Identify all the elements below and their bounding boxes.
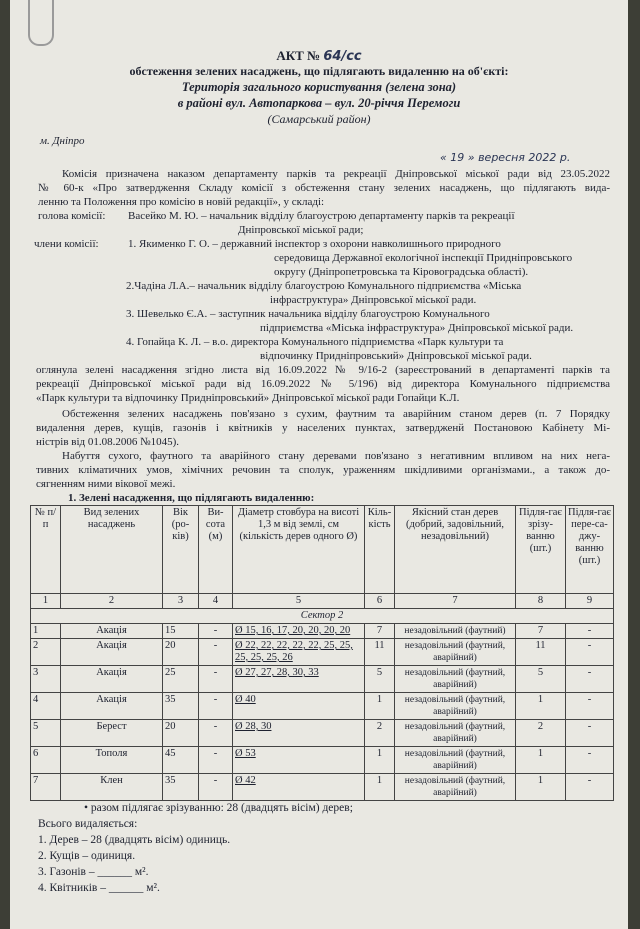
member4-line-2: відпочинку Придніпровський» Дніпровської міської ради. [260, 350, 532, 362]
p2-line-3: «Парк культури та відпочинку Придніпровський» Дніпровської міської ради Гопайци К.Л. [36, 392, 460, 404]
table-row [31, 639, 614, 666]
intro-line-3: ленню та Положення про комісію в новій редакції», у складі: [38, 196, 325, 208]
member2-line-2: інфраструктура» Дніпровської міської ради. [270, 294, 477, 306]
trees-table [30, 505, 614, 801]
members-label: члени комісії: [34, 238, 99, 250]
col-number: 7 [395, 594, 516, 609]
member3-line-2: підприємства «Міська інфраструктура» Дніпровської міської ради. [260, 322, 574, 334]
cell-state: незадовільний (фаутний, аварійний) [395, 747, 516, 774]
header-cut: Підля-гає зрізу-ванню (шт.) [516, 506, 566, 594]
sector-label: Сектор 2 [31, 609, 614, 624]
table-row [31, 624, 614, 639]
cell-kind: Акація [61, 666, 163, 693]
cell-height: - [199, 747, 233, 774]
header-diameter: Діаметр стовбура на висоті 1,3 м від землі, см (кількість дерев одного Ø) [233, 506, 365, 594]
cell-height: - [199, 693, 233, 720]
cell-state: незадовільний (фаутний, аварійний) [395, 639, 516, 666]
cell-kind: Акація [61, 624, 163, 639]
cell-count: 7 [365, 624, 395, 639]
cell-count: 1 [365, 693, 395, 720]
cell-kind: Берест [61, 720, 163, 747]
p4-line-1: Набуття сухого, фаутного та аварійного стану деревами пов'язано з негативним впливом на них нега- [62, 450, 610, 462]
cell-height: - [199, 720, 233, 747]
cell-diameter: Ø 53 [233, 747, 365, 774]
cell-cut: 1 [516, 693, 566, 720]
removed-trees: 1. Дерев – 28 (двадцять вісім) одиниць. [38, 834, 231, 846]
header-replant: Підля-гає пере-са-джу-ванню (шт.) [566, 506, 614, 594]
cell-cut: 2 [516, 720, 566, 747]
col-number: 9 [566, 594, 614, 609]
cell-diameter: Ø 42 [233, 774, 365, 801]
total-cut: • разом підлягає зрізуванню: 28 (двадцять вісім) дерев; [84, 802, 353, 814]
cell-kind: Акація [61, 693, 163, 720]
cell-diameter: Ø 22, 22, 22, 22, 22, 25, 25, 25, 25, 25, 26 [233, 639, 365, 666]
cell-cut: 11 [516, 639, 566, 666]
header-state: Якісний стан дерев (добрий, задовільний, незадовільний) [395, 506, 516, 594]
chair-line-1: Васейко М. Ю. – начальник відділу благоустрою департаменту парків та рекреації [128, 210, 515, 222]
cell-height: - [199, 666, 233, 693]
cell-diameter: Ø 15, 16, 17, 20, 20, 20, 20 [233, 624, 365, 639]
p3-line-2: видалення дерев, кущів, газонів і квітників у населених пунктах, затвердженй Постановою Кабінету Мі- [36, 422, 610, 434]
p4-line-3: сягненням ними вікової межі. [36, 478, 176, 490]
col-number: 3 [163, 594, 199, 609]
cell-kind: Акація [61, 639, 163, 666]
p3-line-1: Обстеження зелених насаджень пов'язано з сухим, фаутним та аварійним станом дерев (п. 7 Порядку [62, 408, 610, 420]
member1-line-2: середовища Державної екологічної інспекції Придніпровського [274, 252, 573, 264]
cell-num: 3 [31, 666, 61, 693]
intro-line-2: № 60-к «Про затвердження Складу комісії з обстеження стану зелених насаджень, що підлягають вида- [38, 182, 610, 194]
cell-diameter: Ø 40 [233, 693, 365, 720]
member3-line-1: 3. Шевелько Є.А. – заступник начальника відділу благоустрою Комунального [126, 308, 490, 320]
act-title-line4: (Самарський район) [267, 112, 371, 126]
cell-diameter: Ø 27, 27, 28, 30, 33 [233, 666, 365, 693]
col-number: 5 [233, 594, 365, 609]
act-title-line3: в районі вул. Автопаркова – вул. 20-річчя Перемоги [177, 96, 461, 110]
document-page [10, 0, 628, 929]
cell-replant: - [566, 639, 614, 666]
col-number: 1 [31, 594, 61, 609]
member1-line-3: округу (Дніпропетровська та Кіровоградська області). [274, 266, 529, 278]
header-kind: Вид зелених насаджень [61, 506, 163, 594]
act-title-line2: Територія загального користування (зелена зона) [181, 80, 457, 94]
p4-line-2: тивних кліматичних умов, хімічних речовин та сполук, ураженням шкідливими організмами., а також до- [36, 464, 610, 476]
col-number: 8 [516, 594, 566, 609]
intro-line-1: Комісія призначена наказом департаменту парків та рекреації Дніпровської міської ради від 23.05.2022 [62, 168, 610, 180]
cell-cut: 1 [516, 774, 566, 801]
cell-age: 20 [163, 639, 199, 666]
cell-age: 35 [163, 774, 199, 801]
member2-line-1: 2.Чадіна Л.А.– начальник відділу благоустрою Комунального підприємства «Міська [126, 280, 522, 292]
header-num: № п/п [31, 506, 61, 594]
cell-num: 6 [31, 747, 61, 774]
cell-count: 5 [365, 666, 395, 693]
cell-cut: 7 [516, 624, 566, 639]
cell-cut: 1 [516, 747, 566, 774]
p2-line-2: рекреації Дніпровської міської ради від 16.09.2022 № 5/196) від директора Комунального підприємства [36, 378, 610, 390]
cell-replant: - [566, 693, 614, 720]
header-count: Кіль-кість [365, 506, 395, 594]
cell-count: 2 [365, 720, 395, 747]
cell-state: незадовільний (фаутний, аварійний) [395, 693, 516, 720]
cell-replant: - [566, 747, 614, 774]
cell-height: - [199, 639, 233, 666]
table-row [31, 747, 614, 774]
cell-age: 25 [163, 666, 199, 693]
p2-line-1: оглянула зелені насадження згідно листа від 16.09.2022 № 9/16-2 (зареєстрований в департаменті парків та [36, 364, 610, 376]
cell-age: 35 [163, 693, 199, 720]
cell-replant: - [566, 666, 614, 693]
act-date: « 19 » вересня 2022 р. [440, 151, 571, 164]
chair-label: голова комісії: [38, 210, 106, 222]
cell-replant: - [566, 774, 614, 801]
cell-diameter: Ø 28, 30 [233, 720, 365, 747]
cell-num: 1 [31, 624, 61, 639]
act-title-line1: обстеження зелених насаджень, що підлягають видаленню на об'єкті: [129, 64, 509, 78]
cell-state: незадовільний (фаутний, аварійний) [395, 774, 516, 801]
cell-replant: - [566, 624, 614, 639]
cell-age: 15 [163, 624, 199, 639]
col-number: 2 [61, 594, 163, 609]
col-number: 4 [199, 594, 233, 609]
cell-num: 4 [31, 693, 61, 720]
table-row [31, 666, 614, 693]
cell-height: - [199, 624, 233, 639]
cell-count: 1 [365, 747, 395, 774]
table-row [31, 693, 614, 720]
section-title: 1. Зелені насадження, що підлягають видаленню: [68, 492, 315, 504]
header-height: Ви-сота (м) [199, 506, 233, 594]
cell-age: 20 [163, 720, 199, 747]
chair-line-2: Дніпровської міської ради; [238, 224, 364, 236]
cell-state: незадовільний (фаутний) [395, 624, 516, 639]
removed-title: Всього видаляється: [38, 818, 138, 830]
cell-num: 2 [31, 639, 61, 666]
table-row [31, 720, 614, 747]
cell-state: незадовільний (фаутний, аварійний) [395, 720, 516, 747]
header-age: Вік (ро-ків) [163, 506, 199, 594]
member4-line-1: 4. Гопайца К. Л. – в.о. директора Комунального підприємства «Парк культури та [126, 336, 504, 348]
cell-replant: - [566, 720, 614, 747]
member1-line-1: 1. Якименко Г. О. – державний інспектор з охорони навколишнього природного [128, 238, 501, 250]
cell-age: 45 [163, 747, 199, 774]
paper-clip-icon [28, 0, 54, 46]
cell-kind: Тополя [61, 747, 163, 774]
removed-flowerbeds: 4. Квітників – ______ м². [38, 882, 160, 894]
col-number: 6 [365, 594, 395, 609]
cell-num: 7 [31, 774, 61, 801]
table-row [31, 774, 614, 801]
cell-count: 1 [365, 774, 395, 801]
removed-bushes: 2. Кущів – одиниця. [38, 850, 136, 862]
cell-num: 5 [31, 720, 61, 747]
cell-kind: Клен [61, 774, 163, 801]
cell-cut: 5 [516, 666, 566, 693]
removed-lawns: 3. Газонів – ______ м². [38, 866, 149, 878]
p3-line-3: ністрів від 01.08.2006 №1045). [36, 436, 180, 448]
cell-state: незадовільний (фаутний, аварійний) [395, 666, 516, 693]
act-number: АКТ № 64/сс [276, 48, 362, 64]
cell-count: 11 [365, 639, 395, 666]
cell-height: - [199, 774, 233, 801]
city-label: м. Дніпро [40, 135, 85, 147]
